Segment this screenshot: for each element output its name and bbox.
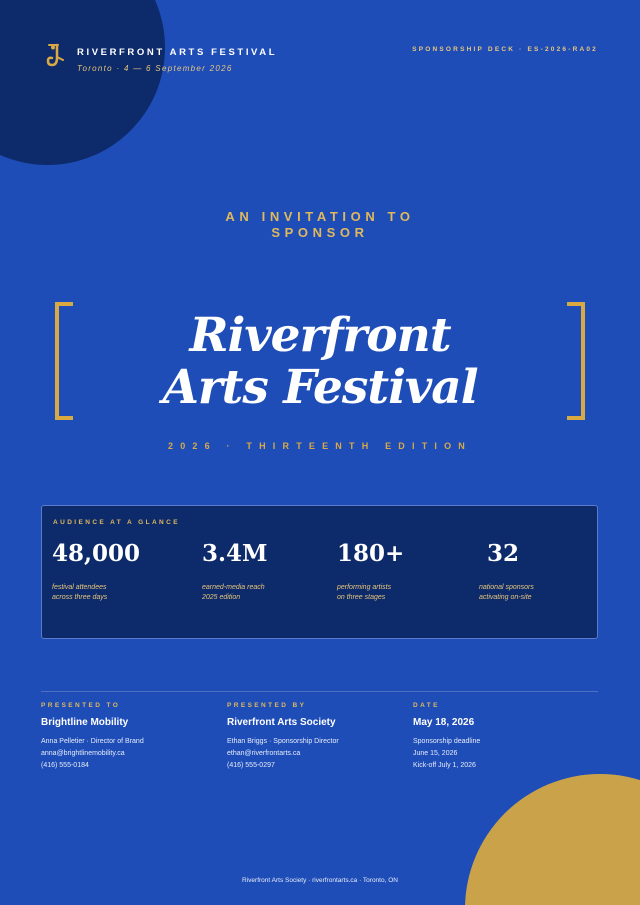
section-divider (41, 691, 598, 692)
stat-caption-line-1: performing artists (337, 584, 392, 591)
brand-name: RIVERFRONT ARTS FESTIVAL (77, 47, 278, 58)
stat-caption-line-1: earned-media reach (202, 584, 265, 591)
stat-artists (337, 540, 404, 603)
stat-value: 48,000 (52, 540, 141, 567)
stat-value: 3.4M (202, 540, 268, 567)
stat-caption (479, 583, 534, 603)
date-label: DATE (413, 702, 440, 709)
decorative-circle-bottom-right (465, 774, 640, 905)
deck-date: May 18, 2026 (413, 717, 475, 728)
glance-label: AUDIENCE AT A GLANCE (53, 519, 180, 526)
title-line-2: Arts Festival (162, 360, 478, 415)
brand-location-dates: Toronto · 4 — 6 September 2026 (77, 64, 233, 73)
stat-caption-line-1: festival attendees (52, 584, 107, 591)
stat-caption-line-2: on three stages (337, 594, 386, 601)
title-line-1: Riverfront (189, 308, 451, 363)
stat-value: 32 (487, 540, 520, 567)
audience-at-a-glance-panel (41, 505, 598, 639)
kickoff-date: Kick-off July 1, 2026 (413, 762, 476, 769)
deck-reference: SPONSORSHIP DECK · ES-2026-RA02 (412, 46, 598, 53)
stat-media-reach (202, 540, 267, 603)
stat-caption (52, 583, 140, 603)
edition-subtitle: 2026 · THIRTEENTH EDITION (167, 441, 473, 451)
stat-value: 180+ (337, 540, 405, 567)
recipient-company: Brightline Mobility (41, 717, 129, 728)
stat-caption (202, 583, 267, 603)
stat-caption-line-1: national sponsors (479, 584, 534, 591)
presented-to-label: PRESENTED TO (41, 702, 121, 709)
presenter-organization: Riverfront Arts Society (227, 717, 336, 728)
presenter-contact: Ethan Briggs · Sponsorship Director (227, 738, 339, 745)
saxophone-icon (46, 43, 66, 69)
stat-caption (337, 583, 404, 603)
invitation-heading (0, 209, 640, 241)
footer: Riverfront Arts Society · riverfrontarts.ca · Toronto, ON (242, 877, 398, 884)
date-column (413, 702, 593, 772)
presenter-details (227, 736, 407, 772)
recipient-contact: Anna Pelletier · Director of Brand (41, 738, 144, 745)
stat-caption-line-2: activating on-site (479, 594, 532, 601)
presenter-email: ethan@riverfrontarts.ca (227, 750, 301, 757)
stat-attendees (52, 540, 140, 603)
brand-header (46, 43, 277, 73)
invitation-line-1: AN INVITATION TO (225, 209, 415, 224)
presented-by-label: PRESENTED BY (227, 702, 307, 709)
decorative-circle-top-left (0, 0, 165, 165)
invitation-line-2: SPONSOR (271, 225, 369, 240)
stat-caption-line-2: across three days (52, 594, 108, 601)
date-details (413, 736, 593, 772)
recipient-email: anna@brightlinemobility.ca (41, 750, 125, 757)
festival-title (0, 310, 640, 414)
presenter-phone: (416) 555-0297 (227, 762, 275, 769)
deadline-label: Sponsorship deadline (413, 738, 481, 745)
stat-caption-line-2: 2025 edition (202, 594, 241, 601)
recipient-phone: (416) 555-0184 (41, 762, 89, 769)
presented-by-column (227, 702, 407, 772)
presented-to-column (41, 702, 221, 772)
stat-sponsors (479, 540, 534, 603)
deadline-date: June 15, 2026 (413, 750, 458, 757)
recipient-details (41, 736, 221, 772)
